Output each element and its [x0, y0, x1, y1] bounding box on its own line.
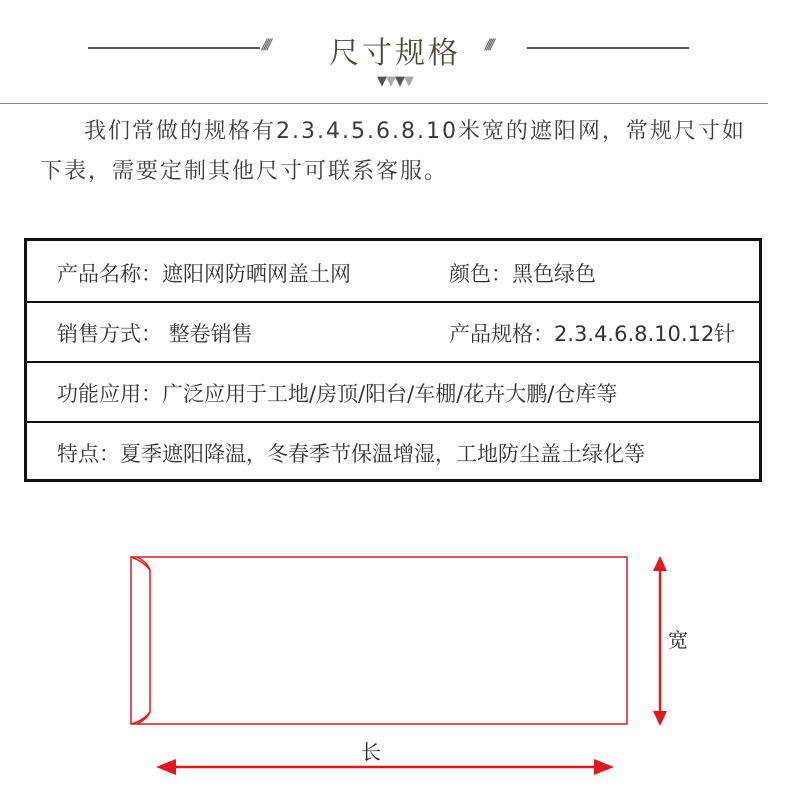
section-header [0, 0, 790, 104]
header-divider [0, 103, 768, 104]
product-name: 产品名称：遮阳网防晒网盖土网 [57, 262, 351, 286]
size-diagram [0, 540, 790, 802]
spec-row-sales [27, 301, 759, 363]
length-label: 长 [361, 740, 381, 764]
header-right-line [527, 47, 689, 49]
roll-diagram-svg [0, 540, 790, 802]
triangle-decoration-icon: ▼▼▼▼ [377, 74, 413, 89]
spec-row-product [27, 241, 759, 303]
sales-method: 销售方式： 整卷销售 [57, 322, 253, 346]
spec-row-features [27, 421, 759, 481]
length-arrow-icon [156, 759, 614, 775]
width-label: 宽 [668, 628, 688, 652]
roll-outline [131, 557, 627, 724]
intro-paragraph: 我们常做的规格有2.3.4.5.6.8.10米宽的遮阳网，常规尺寸如下表，需要定制其他尺寸可联系客服。 [40, 119, 746, 184]
spec-row-usage [27, 361, 759, 423]
product-spec: 产品规格：2.3.4.6.8.10.12针 [449, 322, 736, 346]
header-left-slashes: //// [262, 37, 269, 53]
roll-curl-left [131, 557, 150, 724]
usage-text: 功能应用：广泛应用于工地/房顶/阳台/车棚/花卉大鹏/仓库等 [57, 382, 618, 406]
width-arrow-icon [653, 556, 667, 726]
header-right-slashes: //// [485, 37, 492, 53]
product-color: 颜色：黑色绿色 [449, 262, 596, 286]
page-title: 尺寸规格 [329, 36, 461, 71]
spec-table [24, 238, 762, 482]
features-text: 特点：夏季遮阳降温，冬春季节保温增湿，工地防尘盖土绿化等 [57, 442, 645, 466]
